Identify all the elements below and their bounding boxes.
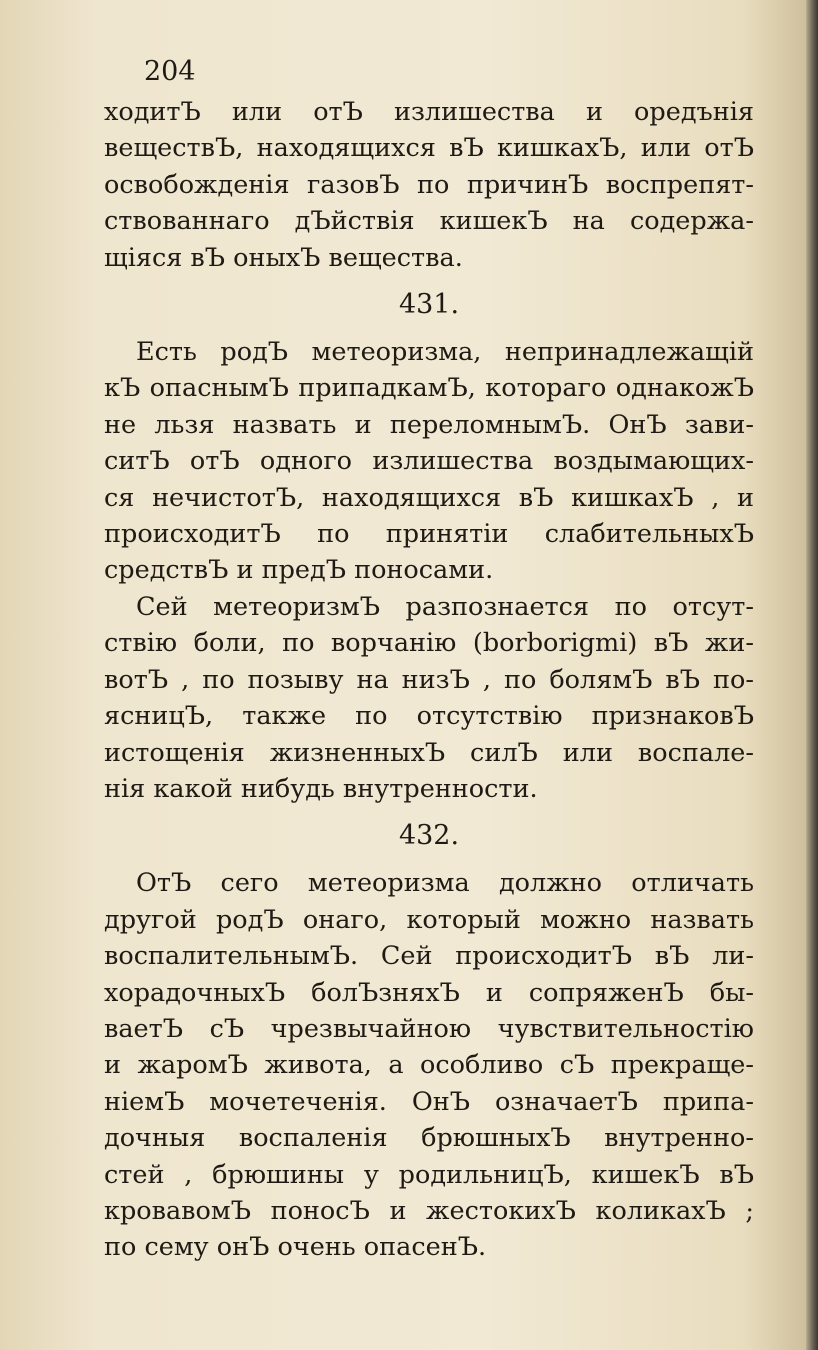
- text-line: ясницЪ, также по отсутствію признаковЪ: [104, 701, 754, 732]
- text-line: Сей метеоризмЪ разпознается по отсут-: [136, 591, 754, 622]
- page-number: 204: [144, 56, 196, 87]
- page-edge-shadow: [806, 0, 818, 1350]
- text-line: хорадочныхЪ болЪзняхЪ и сопряженЪ бы-: [104, 977, 754, 1008]
- paragraph-continuation: [104, 94, 754, 276]
- section-number-431: 431.: [398, 289, 460, 321]
- text-line: ствію боли, по ворчанію (borborigmi) вЪ жи-: [104, 628, 754, 659]
- text-line: воспалительнымЪ. Сей происходитЪ вЪ ли-: [104, 941, 754, 972]
- text-line: стей , брюшины у родильницЪ, кишекЪ вЪ: [104, 1159, 754, 1190]
- paragraph-431-a: [104, 334, 754, 589]
- text-line: по сему онЪ очень опасенЪ.: [104, 1232, 487, 1263]
- text-line: освобожденія газовЪ по причинЪ воспрепят-: [104, 169, 754, 200]
- text-line: вотЪ , по позыву на низЪ , по болямЪ вЪ по-: [104, 664, 754, 695]
- text-line: кровавомЪ поносЪ и жестокихЪ коликахЪ ;: [104, 1195, 754, 1226]
- text-line: Есть родЪ метеоризма, непринадлежащій: [136, 337, 754, 368]
- text-line: ходитЪ или отЪ излишества и оредънія: [104, 97, 754, 127]
- paragraph-431-b: [104, 589, 754, 807]
- text-line: ваетЪ сЪ чрезвычайною чувствительностію: [104, 1013, 754, 1044]
- text-line: происходитЪ по принятіи слабительныхЪ: [104, 519, 754, 550]
- text-line: не льзя назвать и переломнымЪ. ОнЪ зави-: [104, 409, 754, 440]
- text-line: средствЪ и предЪ поносами.: [104, 555, 494, 586]
- text-line: ся нечистотЪ, находящихся вЪ кишкахЪ , и: [104, 482, 754, 513]
- text-line: ніемЪ мочетеченія. ОнЪ означаетЪ припа-: [104, 1086, 754, 1117]
- page-text: [104, 50, 754, 1266]
- text-line: кЪ опаснымЪ припадкамЪ, котораго однакожЪ: [104, 373, 754, 404]
- section-number-432: 432.: [398, 820, 460, 852]
- text-line: ствованнаго дЪйствія кишекЪ на содержа-: [104, 206, 754, 237]
- text-line: ситЪ отЪ одного излишества воздымающих-: [104, 446, 754, 477]
- text-line: щіяся вЪ оныхЪ вещества.: [104, 242, 463, 273]
- text-line: другой родЪ онаго, который можно назвать: [104, 904, 754, 935]
- text-line: нія какой нибудь внутренности.: [104, 773, 538, 804]
- paragraph-432: [104, 865, 754, 1265]
- text-line: и жаромЪ живота, а особливо сЪ прекраще-: [104, 1050, 754, 1081]
- text-line: истощенія жизненныхЪ силЪ или воспале-: [104, 737, 754, 768]
- text-line: дочныя воспаленія брюшныхЪ внутренно-: [104, 1123, 754, 1154]
- text-line: ОтЪ сего метеоризма должно отличать: [136, 868, 754, 899]
- text-line: веществЪ, находящихся вЪ кишкахЪ, или отЪ: [104, 133, 754, 164]
